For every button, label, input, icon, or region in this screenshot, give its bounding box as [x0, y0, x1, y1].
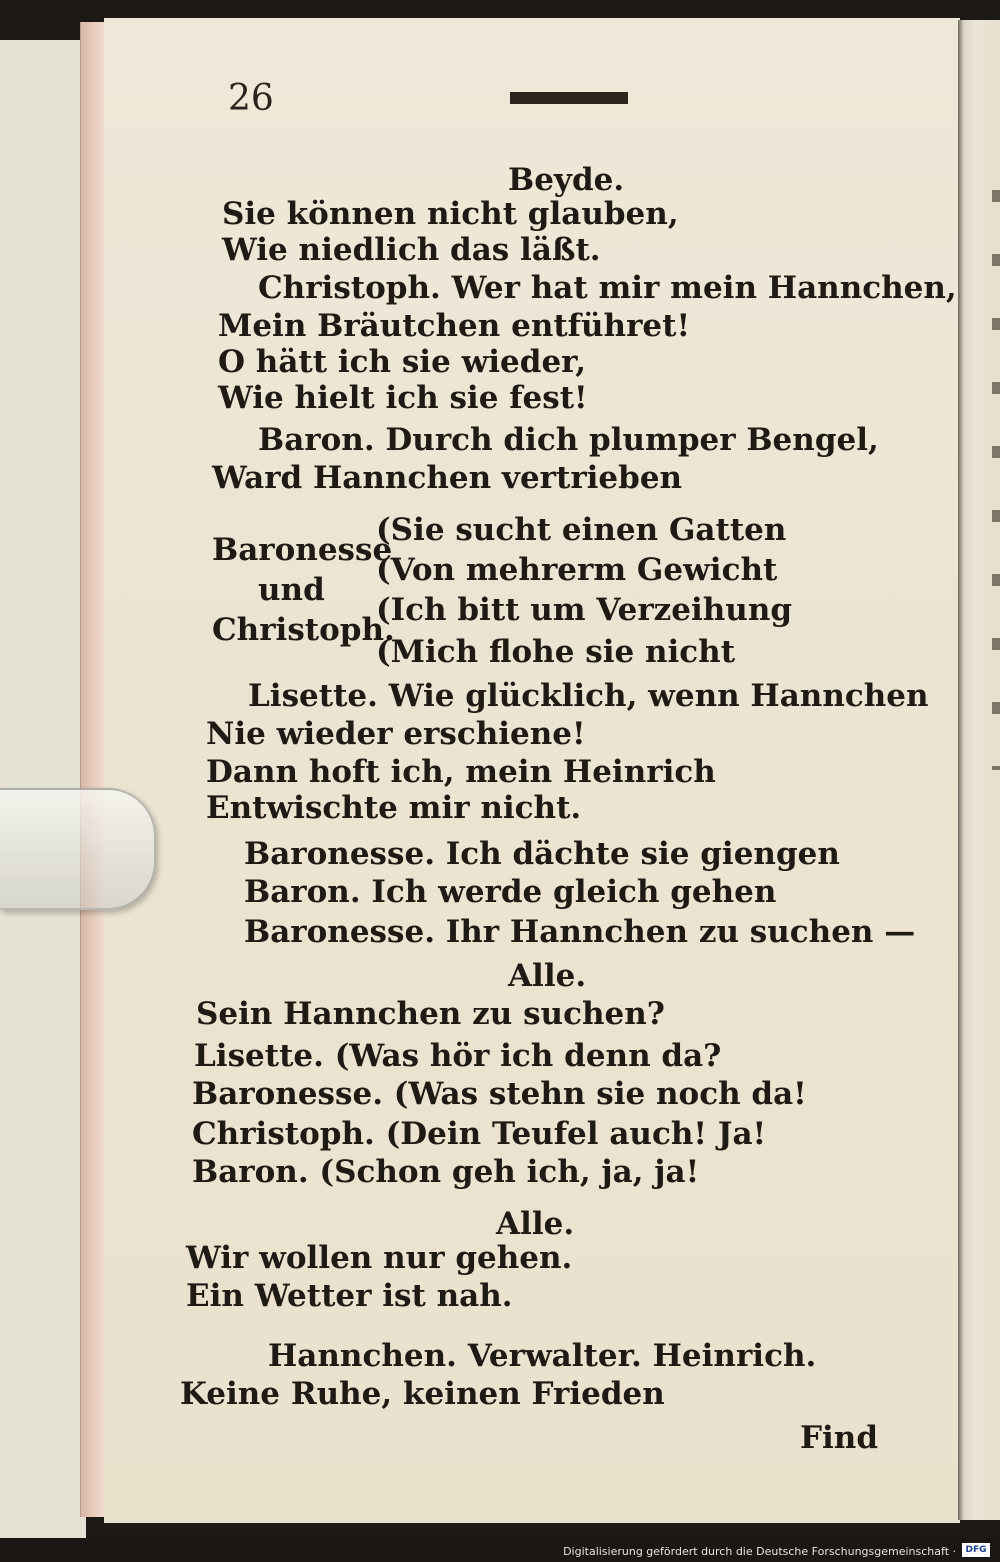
verse-line: Lisette. (Was hör ich denn da?	[194, 1038, 722, 1074]
verse-line: Baron. (Schon geh ich, ja, ja!	[192, 1154, 700, 1190]
verse-line: O hätt ich sie wieder,	[218, 344, 587, 380]
page-edge	[80, 22, 107, 1517]
verse-line: Dann hoft ich, mein Heinrich	[206, 754, 716, 790]
header-ornament-rule	[510, 92, 628, 104]
verse-line: Wir wollen nur gehen.	[186, 1240, 573, 1276]
brace-line: (Ich bitt um Verzeihung	[376, 592, 793, 628]
verse-line: Keine Ruhe, keinen Frieden	[180, 1376, 665, 1412]
brace-speaker: Baronesse	[212, 532, 393, 568]
verse-line: Nie wieder erschiene!	[206, 716, 586, 752]
brace-speaker: Christoph.	[212, 612, 395, 648]
speaker-heading: Alle.	[496, 1206, 575, 1242]
verse-line: Lisette. Wie glücklich, wenn Hannchen	[248, 678, 929, 714]
verse-line: Christoph. (Dein Teufel auch! Ja!	[192, 1116, 767, 1152]
verse-line: Baron. Ich werde gleich gehen	[244, 874, 777, 910]
dfg-logo: DFG	[962, 1543, 990, 1557]
catchword: Find	[800, 1420, 878, 1456]
speaker-heading: Alle.	[508, 958, 587, 994]
verse-line: Hannchen. Verwalter. Heinrich.	[268, 1338, 817, 1374]
verse-line: Ward Hannchen vertrieben	[212, 460, 683, 496]
verse-line: Sein Hannchen zu suchen?	[196, 996, 665, 1032]
digitization-credit: Digitalisierung gefördert durch die Deutsche Forschungsgemeinschaft ·	[563, 1545, 956, 1558]
verse-line: Wie niedlich das läßt.	[222, 232, 601, 268]
page-holder-clip	[0, 788, 156, 910]
verse-line: Baronesse. (Was stehn sie noch da!	[192, 1076, 807, 1112]
speaker-heading: Beyde.	[508, 162, 625, 198]
verse-line: Sie können nicht glauben,	[222, 196, 679, 232]
page-number: 26	[228, 78, 274, 119]
verse-line: Ein Wetter ist nah.	[186, 1278, 513, 1314]
verse-line: Mein Bräutchen entführet!	[218, 308, 691, 344]
brace-line: (Von mehrerm Gewicht	[376, 552, 778, 588]
verse-line: Christoph. Wer hat mir mein Hannchen,	[258, 270, 957, 306]
verse-line: Baron. Durch dich plumper Bengel,	[258, 422, 879, 458]
verse-line: Wie hielt ich sie fest!	[218, 380, 588, 416]
brace-line: (Sie sucht einen Gatten	[376, 512, 787, 548]
show-through-text	[992, 150, 1000, 770]
brace-speaker: und	[258, 572, 325, 608]
verse-line: Baronesse. Ihr Hannchen zu suchen —	[244, 914, 916, 950]
brace-line: (Mich flohe sie nicht	[376, 634, 736, 670]
verse-line: Baronesse. Ich dächte sie giengen	[244, 836, 840, 872]
verse-line: Entwischte mir nicht.	[206, 790, 582, 826]
